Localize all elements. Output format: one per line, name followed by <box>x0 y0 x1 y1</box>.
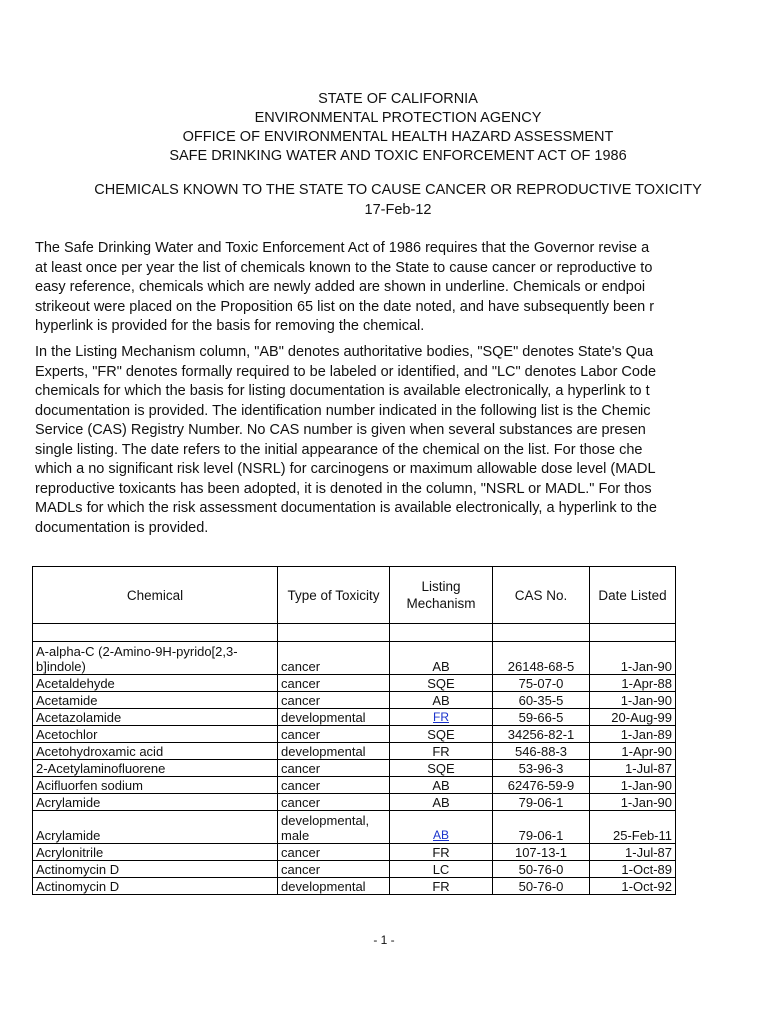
paragraph-line: strikeout were placed on the Proposition 65 list on the date noted, and have subsequently been r <box>35 298 655 315</box>
cell-date-listed: 1-Oct-89 <box>590 861 676 878</box>
paragraph-line: documentation is provided. <box>35 519 209 536</box>
spacer-cell <box>390 624 493 642</box>
cell-chemical: Acetaldehyde <box>33 675 278 692</box>
intro-paragraph <box>35 239 675 337</box>
cell-cas-number: 546-88-3 <box>493 743 590 760</box>
cell-chemical: Acrylonitrile <box>33 844 278 861</box>
paragraph-line: Service (CAS) Registry Number. No CAS number is given when several substances are presen <box>35 422 646 438</box>
cell-toxicity: developmental <box>278 743 390 760</box>
paragraph-line: documentation is provided. The identification number indicated in the following list is the Chemic <box>35 402 651 419</box>
cell-date-listed: 1-Oct-92 <box>590 878 676 895</box>
page-number-text: - 1 - <box>373 933 395 947</box>
table-row <box>33 760 676 777</box>
cell-mechanism: AB <box>390 642 493 675</box>
paragraph-line: The Safe Drinking Water and Toxic Enforcement Act of 1986 requires that the Governor revise a <box>35 240 650 256</box>
cell-date-listed: 1-Apr-90 <box>590 743 676 760</box>
cell-chemical: Acrylamide <box>33 811 278 844</box>
cell-chemical: Actinomycin D <box>33 878 278 895</box>
paragraph-line: MADLs for which the risk assessment documentation is available electronically, a hyperlink to the <box>35 500 657 516</box>
cell-toxicity: cancer <box>278 794 390 811</box>
column-header-date: Date Listed <box>590 567 676 624</box>
cell-chemical: Acetochlor <box>33 726 278 743</box>
spacer-cell <box>493 624 590 642</box>
column-header-toxicity: Type of Toxicity <box>278 567 390 624</box>
paragraph-line: In the Listing Mechanism column, "AB" denotes authoritative bodies, "SQE" denotes State's Qua <box>35 344 654 360</box>
table-row <box>33 743 676 760</box>
document-title <box>0 180 768 220</box>
cell-mechanism: AB <box>390 794 493 811</box>
mechanism-link[interactable]: FR <box>433 710 449 724</box>
cell-chemical: Acifluorfen sodium <box>33 777 278 794</box>
cell-chemical: Acetazolamide <box>33 709 278 726</box>
cell-mechanism: LC <box>390 861 493 878</box>
table-row <box>33 642 676 675</box>
title-main: CHEMICALS KNOWN TO THE STATE TO CAUSE CANCER OR REPRODUCTIVE TOXICITY <box>94 182 702 198</box>
cell-chemical: 2-Acetylaminofluorene <box>33 760 278 777</box>
spacer-row <box>33 624 676 642</box>
cell-cas-number: 26148-68-5 <box>493 642 590 675</box>
paragraph-line: reproductive toxicants has been adopted, it is denoted in the column, "NSRL or MADL." For thos <box>35 480 652 497</box>
cell-date-listed: 1-Jan-90 <box>590 777 676 794</box>
cell-date-listed: 1-Jul-87 <box>590 760 676 777</box>
spacer-cell <box>33 624 278 642</box>
spacer-cell <box>278 624 390 642</box>
cell-mechanism: AB <box>390 692 493 709</box>
cell-toxicity: cancer <box>278 692 390 709</box>
cell-chemical: A-alpha-C (2-Amino-9H-pyrido[2,3-b]indole) <box>33 642 278 675</box>
cell-cas-number: 50-76-0 <box>493 878 590 895</box>
cell-date-listed: 1-Jan-90 <box>590 794 676 811</box>
table-row <box>33 811 676 844</box>
table-body <box>33 624 676 895</box>
table-row <box>33 777 676 794</box>
cell-toxicity: developmental <box>278 878 390 895</box>
paragraph-line: which a no significant risk level (NSRL) for carcinogens or maximum allowable dose level (MADL <box>35 461 656 477</box>
listing-mechanism-paragraph <box>35 343 675 538</box>
header-line-act: SAFE DRINKING WATER AND TOXIC ENFORCEMENT ACT OF 1986 <box>169 148 627 164</box>
cell-toxicity: cancer <box>278 777 390 794</box>
table-row <box>33 692 676 709</box>
cell-toxicity: cancer <box>278 844 390 861</box>
cell-toxicity: cancer <box>278 642 390 675</box>
cell-mechanism: FR <box>390 844 493 861</box>
cell-date-listed: 1-Jan-90 <box>590 642 676 675</box>
table-row <box>33 709 676 726</box>
cell-chemical: Acrylamide <box>33 794 278 811</box>
column-header-chemical: Chemical <box>33 567 278 624</box>
cell-mechanism: SQE <box>390 760 493 777</box>
table-row <box>33 861 676 878</box>
cell-date-listed: 1-Jul-87 <box>590 844 676 861</box>
header-line-state: STATE OF CALIFORNIA <box>318 91 478 107</box>
cell-toxicity: developmental, male <box>278 811 390 844</box>
table-row <box>33 726 676 743</box>
paragraph-line: at least once per year the list of chemicals known to the State to cause cancer or reproductive to <box>35 259 653 276</box>
cell-date-listed: 20-Aug-99 <box>590 709 676 726</box>
cell-toxicity: cancer <box>278 861 390 878</box>
header-line-office: OFFICE OF ENVIRONMENTAL HEALTH HAZARD ASSESSMENT <box>182 129 614 145</box>
spacer-cell <box>590 624 676 642</box>
chemical-list-table <box>32 566 676 895</box>
mechanism-link[interactable]: AB <box>432 828 449 842</box>
cell-chemical: Acetohydroxamic acid <box>33 743 278 760</box>
cell-toxicity: cancer <box>278 675 390 692</box>
cell-toxicity: cancer <box>278 726 390 743</box>
cell-date-listed: 25-Feb-11 <box>590 811 676 844</box>
cell-cas-number: 79-06-1 <box>493 811 590 844</box>
table-row <box>33 844 676 861</box>
cell-toxicity: developmental <box>278 709 390 726</box>
cell-date-listed: 1-Apr-88 <box>590 675 676 692</box>
cell-cas-number: 62476-59-9 <box>493 777 590 794</box>
column-header-mechanism: Listing Mechanism <box>390 567 493 624</box>
title-date: 17-Feb-12 <box>364 202 432 218</box>
cell-mechanism: FR <box>390 743 493 760</box>
cell-mechanism: SQE <box>390 675 493 692</box>
paragraph-line: single listing. The date refers to the initial appearance of the chemical on the list. For those che <box>35 441 643 458</box>
cell-mechanism: SQE <box>390 726 493 743</box>
cell-toxicity: cancer <box>278 760 390 777</box>
cell-mechanism: AB <box>390 777 493 794</box>
column-header-cas: CAS No. <box>493 567 590 624</box>
cell-mechanism <box>390 811 493 844</box>
cell-cas-number: 34256-82-1 <box>493 726 590 743</box>
agency-header <box>0 90 768 166</box>
cell-mechanism <box>390 709 493 726</box>
paragraph-line: hyperlink is provided for the basis for removing the chemical. <box>35 318 425 334</box>
cell-date-listed: 1-Jan-89 <box>590 726 676 743</box>
paragraph-line: Experts, "FR" denotes formally required to be labeled or identified, and "LC" denotes Labor Code <box>35 363 657 380</box>
cell-cas-number: 79-06-1 <box>493 794 590 811</box>
cell-date-listed: 1-Jan-90 <box>590 692 676 709</box>
paragraph-line: easy reference, chemicals which are newly added are shown in underline. Chemicals or endpoi <box>35 279 646 295</box>
cell-cas-number: 53-96-3 <box>493 760 590 777</box>
cell-cas-number: 50-76-0 <box>493 861 590 878</box>
table-row <box>33 675 676 692</box>
header-line-agency: ENVIRONMENTAL PROTECTION AGENCY <box>254 110 542 126</box>
cell-mechanism: FR <box>390 878 493 895</box>
cell-cas-number: 59-66-5 <box>493 709 590 726</box>
page-number <box>0 933 768 947</box>
cell-chemical: Actinomycin D <box>33 861 278 878</box>
table-row <box>33 794 676 811</box>
table-row <box>33 878 676 895</box>
cell-chemical: Acetamide <box>33 692 278 709</box>
cell-cas-number: 107-13-1 <box>493 844 590 861</box>
paragraph-line: chemicals for which the basis for listing documentation is available electronically, a hyperlink to t <box>35 383 650 399</box>
cell-cas-number: 60-35-5 <box>493 692 590 709</box>
cell-cas-number: 75-07-0 <box>493 675 590 692</box>
table-header-row <box>33 567 676 624</box>
